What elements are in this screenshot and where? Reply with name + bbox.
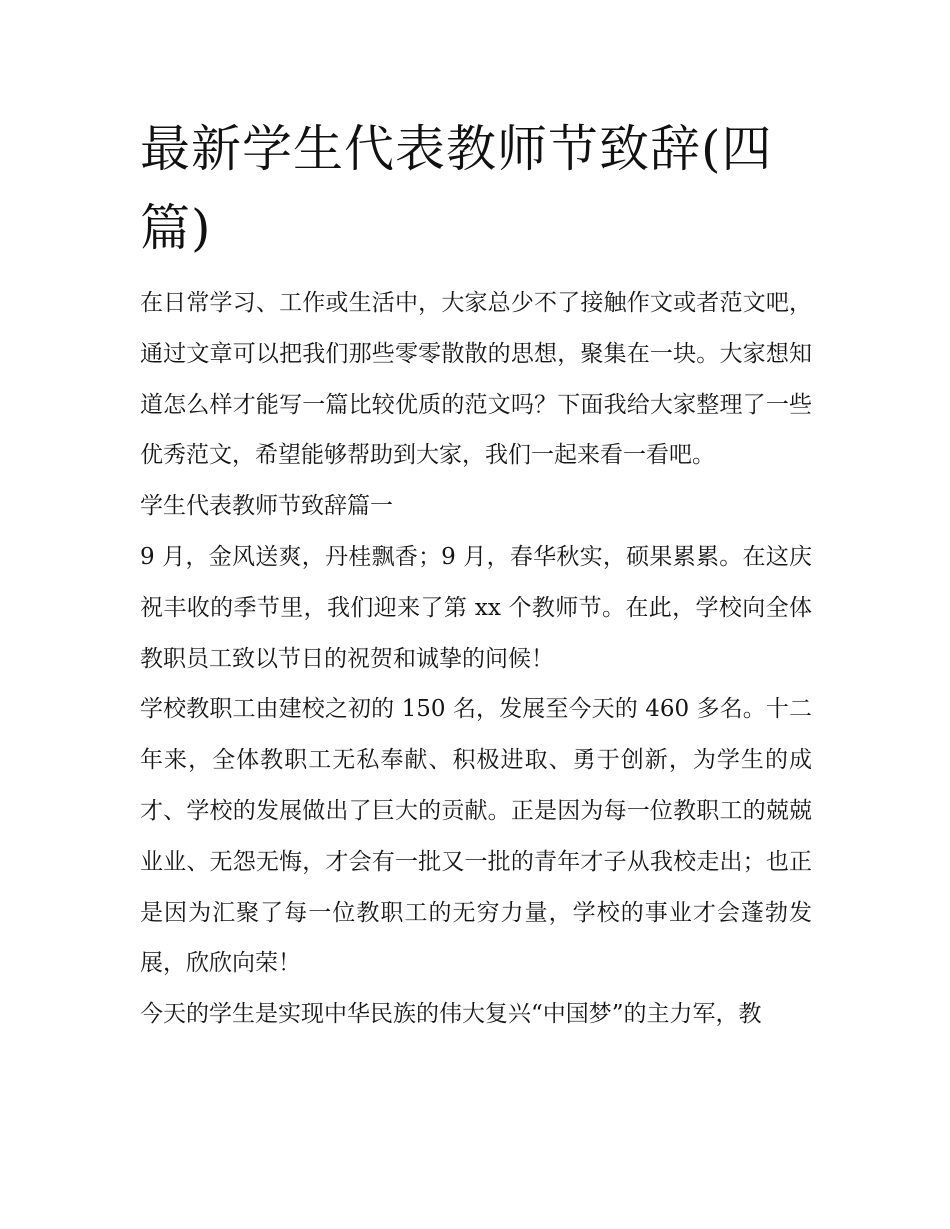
document-body	[140, 278, 812, 1040]
section-heading: 学生代表教师节致辞篇一	[140, 493, 393, 520]
body-paragraph-2: 学校教职工由建校之初的 150 名，发展至今天的 460 多名。十二年来，全体教职工无私奉献、积极进取、勇于创新，为学生的成才、学校的发展做出了巨大的贡献。正是因为每一位教职工的兢兢业业、无怨无悔，才会有一批又一批的青年才子从我校走出；也正是因为汇聚了每一位教职工的无穷力量，学校的事业才会蓬勃发展，欣欣向荣！	[140, 696, 812, 977]
document-title: 最新学生代表教师节致辞(四篇)	[140, 120, 773, 257]
intro-paragraph: 在日常学习、工作或生活中，大家总少不了接触作文或者范文吧，通过文章可以把我们那些零零散散的思想，聚集在一块。大家想知道怎么样才能写一篇比较优质的范文吗？下面我给大家整理了一些优秀范文，希望能够帮助到大家，我们一起来看一看吧。	[140, 290, 812, 469]
body-paragraph-3: 今天的学生是实现中华民族的伟大复兴“中国梦”的主力军，教	[140, 1001, 762, 1028]
body-paragraph-1: 9 月，金风送爽，丹桂飘香；9 月，春华秋实，硕果累累。在这庆祝丰收的季节里，我们迎来了第 xx 个教师节。在此，学校向全体教职员工致以节日的祝贺和诚挚的问候！	[140, 543, 812, 672]
